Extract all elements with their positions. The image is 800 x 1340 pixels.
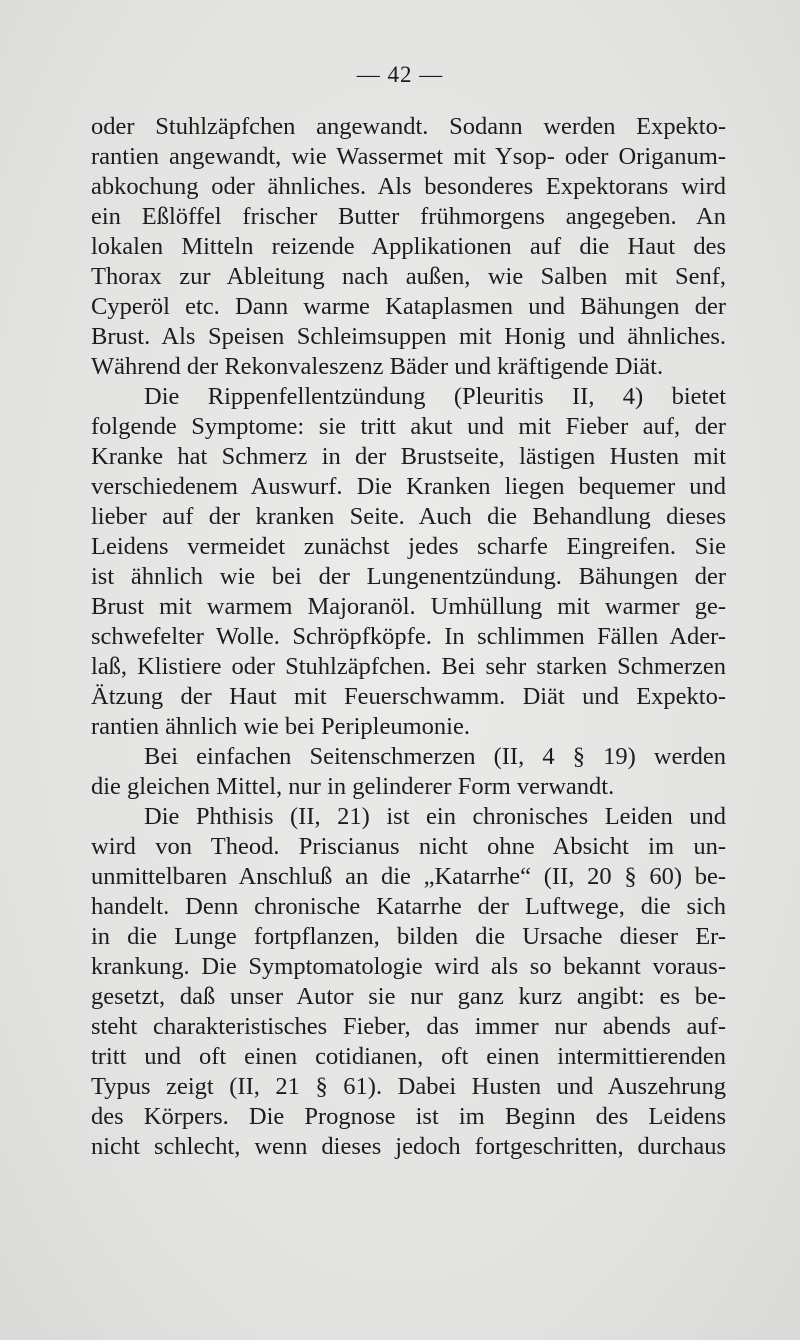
paragraph-end-line: rantien ähnlich wie bei Peripleumonie. <box>91 713 470 740</box>
paragraph-start-line: Bei einfachen Seitenschmerzen (II, 4 § 19) werden <box>144 743 726 770</box>
text-line: ein Eßlöffel frischer Butter frühmorgens angegeben. An <box>91 203 726 230</box>
text-line: Kranke hat Schmerz in der Brustseite, lästigen Husten mit <box>91 443 726 470</box>
text-line: tritt und oft einen cotidianen, oft einen intermittierenden <box>91 1043 726 1070</box>
text-line: unmittelbaren Anschluß an die „Katarrhe“ (II, 20 § 60) be- <box>91 863 726 890</box>
text-line: rantien angewandt, wie Wassermet mit Ysop- oder Origanum- <box>91 143 726 170</box>
text-line: wird von Theod. Priscianus nicht ohne Absicht im un- <box>91 833 726 860</box>
text-line: oder Stuhlzäpfchen angewandt. Sodann werden Expekto- <box>91 113 726 140</box>
text-line: Cyperöl etc. Dann warme Kataplasmen und Bähungen der <box>91 293 726 320</box>
text-line: lokalen Mitteln reizende Applikationen auf die Haut des <box>91 233 726 260</box>
text-line: Brust mit warmem Majoranöl. Umhüllung mit warmer ge- <box>91 593 726 620</box>
paragraph-start-line: Die Phthisis (II, 21) ist ein chronisches Leiden und <box>144 803 726 830</box>
paragraph-start-line: Die Rippenfellentzündung (Pleuritis II, 4) bietet <box>144 383 726 410</box>
text-line: handelt. Denn chronische Katarrhe der Luftwege, die sich <box>91 893 726 920</box>
text-line: schwefelter Wolle. Schröpfköpfe. In schlimmen Fällen Ader- <box>91 623 726 650</box>
text-line: Ätzung der Haut mit Feuerschwamm. Diät und Expekto- <box>91 683 726 710</box>
page-number: — 42 — <box>356 62 444 87</box>
paragraph-end-line: Während der Rekonvaleszenz Bäder und kräftigende Diät. <box>91 353 664 380</box>
text-line: laß, Klistiere oder Stuhlzäpfchen. Bei sehr starken Schmerzen <box>91 653 726 680</box>
text-line: Brust. Als Speisen Schleimsuppen mit Honig und ähnliches. <box>91 323 726 350</box>
text-line: steht charakteristisches Fieber, das immer nur abends auf- <box>91 1013 726 1040</box>
text-line: gesetzt, daß unser Autor sie nur ganz kurz angibt: es be- <box>91 983 726 1010</box>
text-line: des Körpers. Die Prognose ist im Beginn des Leidens <box>91 1103 726 1130</box>
text-line: Thorax zur Ableitung nach außen, wie Salben mit Senf, <box>91 263 726 290</box>
text-line: folgende Symptome: sie tritt akut und mit Fieber auf, der <box>91 413 726 440</box>
text-line: Typus zeigt (II, 21 § 61). Dabei Husten und Auszehrung <box>91 1073 726 1100</box>
text-line: nicht schlecht, wenn dieses jedoch fortgeschritten, durchaus <box>91 1133 726 1160</box>
body-text <box>91 112 726 1162</box>
text-line: in die Lunge fortpflanzen, bilden die Ursache dieser Er- <box>91 923 726 950</box>
text-line: lieber auf der kranken Seite. Auch die Behandlung dieses <box>91 503 726 530</box>
text-line: verschiedenem Auswurf. Die Kranken liegen bequemer und <box>91 473 726 500</box>
paragraph-end-line: die gleichen Mittel, nur in gelinderer Form verwandt. <box>91 773 615 800</box>
text-line: krankung. Die Symptomatologie wird als so bekannt voraus- <box>91 953 726 980</box>
text-line: abkochung oder ähnliches. Als besonderes Expektorans wird <box>91 173 726 200</box>
text-line: ist ähnlich wie bei der Lungenentzündung. Bähungen der <box>91 563 726 590</box>
text-line: Leidens vermeidet zunächst jedes scharfe Eingreifen. Sie <box>91 533 726 560</box>
